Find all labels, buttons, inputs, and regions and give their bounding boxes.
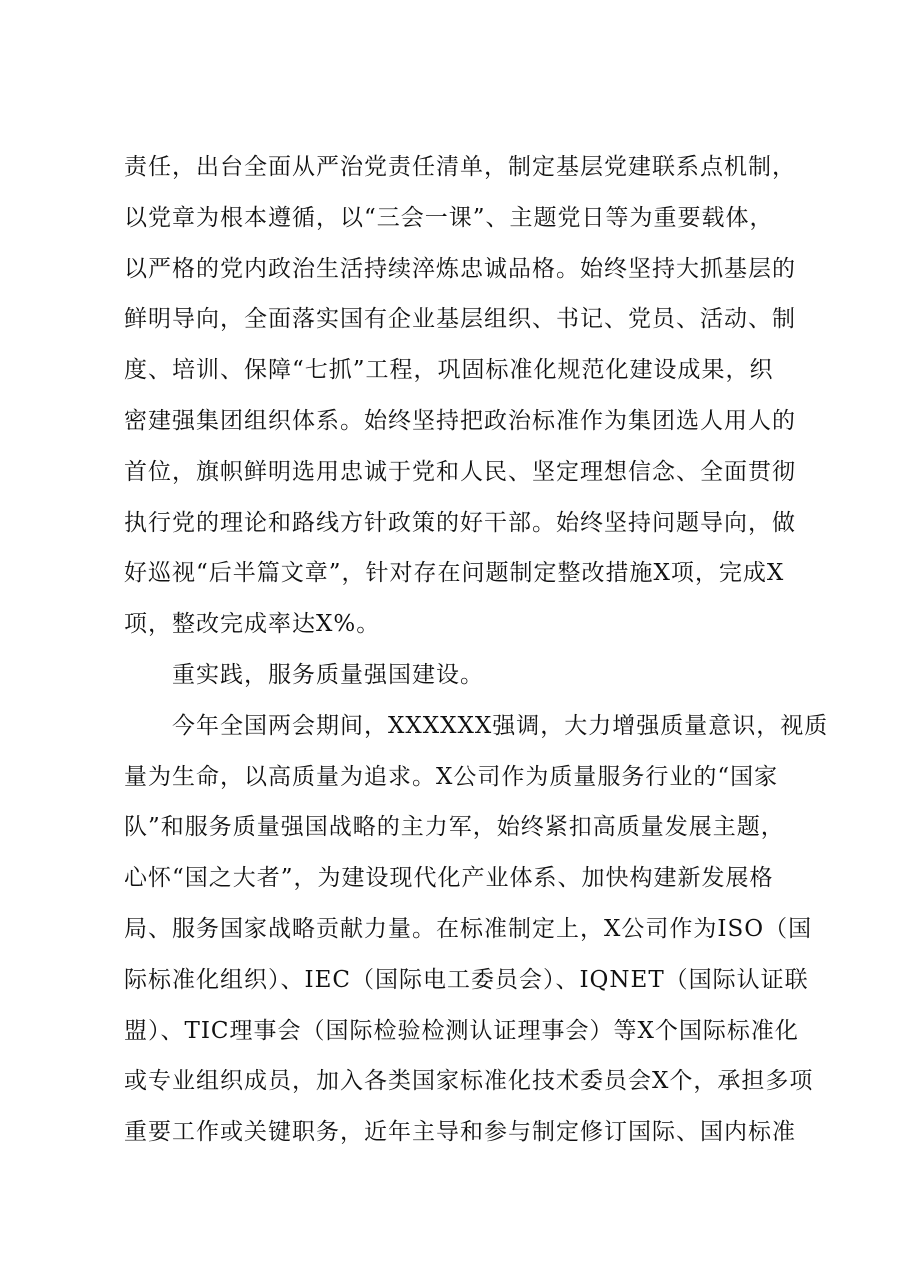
text-line: 度、培训、保障“七抓”工程，巩固标准化规范化建设成果，织 — [124, 357, 774, 384]
text-line: 队”和服务质量强国战略的主力军，始终紧扣高质量发展主题， — [124, 814, 785, 841]
document-body — [124, 142, 829, 1158]
text-line: 以党章为根本遵循，以“三会一课”、主题党日等为重要载体， — [124, 204, 774, 231]
text-line: 鲜明导向，全面落实国有企业基层组织、书记、党员、活动、制 — [124, 306, 796, 333]
text-line: 责任，出台全面从严治党责任清单，制定基层党建联系点机制， — [124, 154, 796, 180]
text-line: 局、服务国家战略贡献力量。在标准制定上，X公司作为ISO（国 — [124, 915, 813, 942]
text-line: 量为生命，以高质量为追求。X公司作为质量服务行业的“国家 — [124, 763, 779, 790]
text-line: 今年全国两会期间，XXXXXX强调，大力增强质量意识，视质 — [124, 712, 829, 739]
text-line: 好巡视“后半篇文章”，针对存在问题制定整改措施X项，完成X — [124, 560, 785, 587]
text-line: 心怀“国之大者”，为建设现代化产业体系、加快构建新发展格 — [124, 865, 774, 892]
text-line: 项，整改完成率达X%。 — [124, 611, 381, 638]
section-heading-line: 重实践，服务质量强国建设。 — [124, 661, 484, 688]
text-line: 执行党的理论和路线方针政策的好干部。始终坚持问题导向，做 — [124, 509, 796, 536]
text-line: 首位，旗帜鲜明选用忠诚于党和人民、坚定理想信念、全面贯彻 — [124, 458, 796, 485]
text-line: 重要工作或关键职务，近年主导和参与制定修订国际、国内标准 — [124, 1119, 796, 1146]
text-line: 际标准化组织）、IEC（国际电工委员会）、IQNET（国际认证联 — [124, 966, 809, 993]
text-line: 盟）、TIC理事会（国际检验检测认证理事会）等X个国际标准化 — [124, 1017, 799, 1044]
text-line: 或专业组织成员，加入各类国家标准化技术委员会X个，承担多项 — [124, 1068, 814, 1095]
text-line: 以严格的党内政治生活持续淬炼忠诚品格。始终坚持大抓基层的 — [124, 255, 796, 282]
text-line: 密建强集团组织体系。始终坚持把政治标准作为集团选人用人的 — [124, 407, 796, 434]
